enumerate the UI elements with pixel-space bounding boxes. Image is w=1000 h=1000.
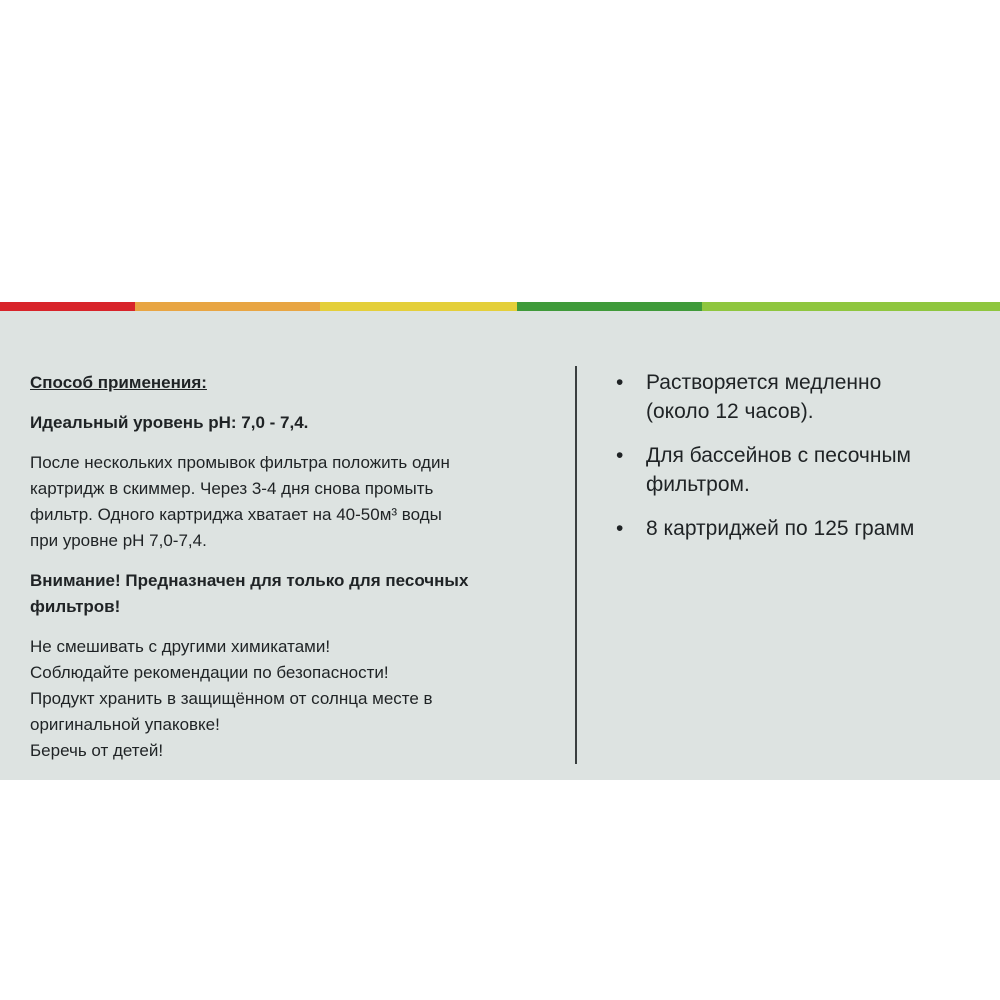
- column-divider: [575, 366, 577, 764]
- ph-level-text: Идеальный уровень рН: 7,0 - 7,4.: [30, 413, 309, 432]
- stripe-orange-segment: [135, 302, 320, 311]
- info-panel: [0, 302, 1000, 780]
- feature-line: фильтром.: [646, 473, 750, 496]
- instructions-heading: Способ применения:: [30, 373, 207, 392]
- features-column: [616, 368, 986, 558]
- safety-line: Продукт хранить в защищённом от солнца месте в: [30, 689, 433, 708]
- feature-item: [616, 514, 986, 543]
- feature-line: 8 картриджей по 125 грамм: [646, 517, 915, 540]
- warning-line: фильтров!: [30, 597, 121, 616]
- usage-paragraph: [30, 450, 550, 554]
- feature-item: [616, 368, 986, 426]
- safety-line: Не смешивать с другими химикатами!: [30, 637, 331, 656]
- usage-line: После нескольких промывок фильтра положить один: [30, 453, 450, 472]
- instructions-column: [30, 370, 550, 778]
- usage-line: фильтр. Одного картриджа хватает на 40-50м³ воды: [30, 505, 442, 524]
- bullet-icon: •: [616, 517, 624, 540]
- warning-paragraph: [30, 568, 550, 620]
- feature-line: (около 12 часов).: [646, 400, 814, 423]
- bullet-icon: •: [616, 371, 624, 394]
- warning-line: Внимание! Предназначен для только для песочных: [30, 571, 469, 590]
- usage-line: при уровне рН 7,0-7,4.: [30, 531, 207, 550]
- stripe-green-segment: [517, 302, 702, 311]
- safety-line: Беречь от детей!: [30, 741, 164, 760]
- stripe-lightgreen-segment: [702, 302, 1000, 311]
- feature-item: [616, 441, 986, 499]
- stripe-red-segment: [0, 302, 135, 311]
- feature-line: Для бассейнов с песочным: [646, 444, 911, 467]
- safety-paragraph: [30, 634, 550, 764]
- stripe-yellow-segment: [320, 302, 517, 311]
- usage-line: картридж в скиммер. Через 3-4 дня снова промыть: [30, 479, 434, 498]
- bullet-icon: •: [616, 444, 624, 467]
- safety-line: оригинальной упаковке!: [30, 715, 220, 734]
- safety-line: Соблюдайте рекомендации по безопасности!: [30, 663, 389, 682]
- color-stripe: [0, 302, 1000, 311]
- feature-line: Растворяется медленно: [646, 371, 882, 394]
